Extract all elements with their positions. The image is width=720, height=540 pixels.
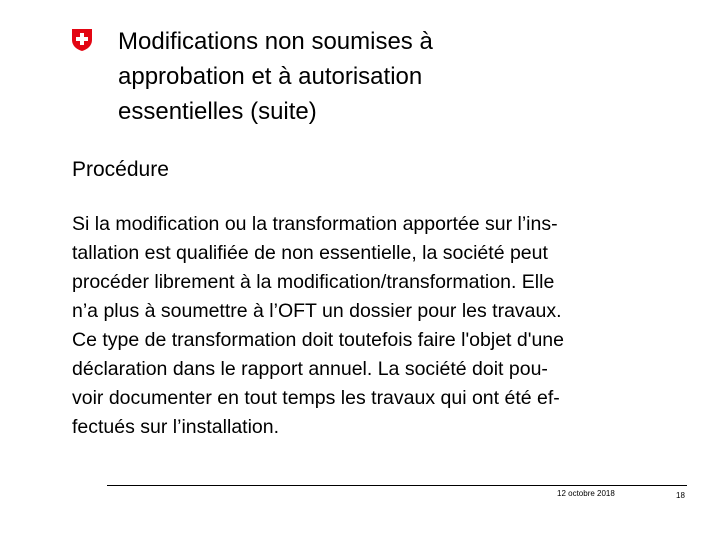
body-line: Si la modification ou la transformation apportée sur l’ins- <box>72 213 558 235</box>
title-line: essentielles (suite) <box>118 98 317 125</box>
footer-date: 12 octobre 2018 <box>557 489 615 498</box>
body-line: fectués sur l’installation. <box>72 416 280 438</box>
body-line: n’a plus à soumettre à l’OFT un dossier pour les travaux. <box>72 300 562 322</box>
body-line: déclaration dans le rapport annuel. La société doit pou- <box>72 358 548 380</box>
page-title <box>118 24 678 129</box>
section-heading: Procédure <box>72 158 169 181</box>
body-line: voir documenter en tout temps les travaux qui ont été ef- <box>72 387 560 409</box>
body-line: tallation est qualifiée de non essentielle, la société peut <box>72 242 548 264</box>
body-line: Ce type de transformation doit toutefois faire l'objet d'une <box>72 329 564 351</box>
page-number: 18 <box>676 491 685 500</box>
footer-divider <box>107 485 687 486</box>
body-paragraph <box>72 210 692 442</box>
title-line: approbation et à autorisation <box>118 63 423 90</box>
body-line: procéder librement à la modification/transformation. Elle <box>72 271 555 293</box>
title-line: Modifications non soumises à <box>118 28 433 55</box>
cross-horizontal <box>76 37 88 41</box>
swiss-shield-icon <box>72 29 92 51</box>
